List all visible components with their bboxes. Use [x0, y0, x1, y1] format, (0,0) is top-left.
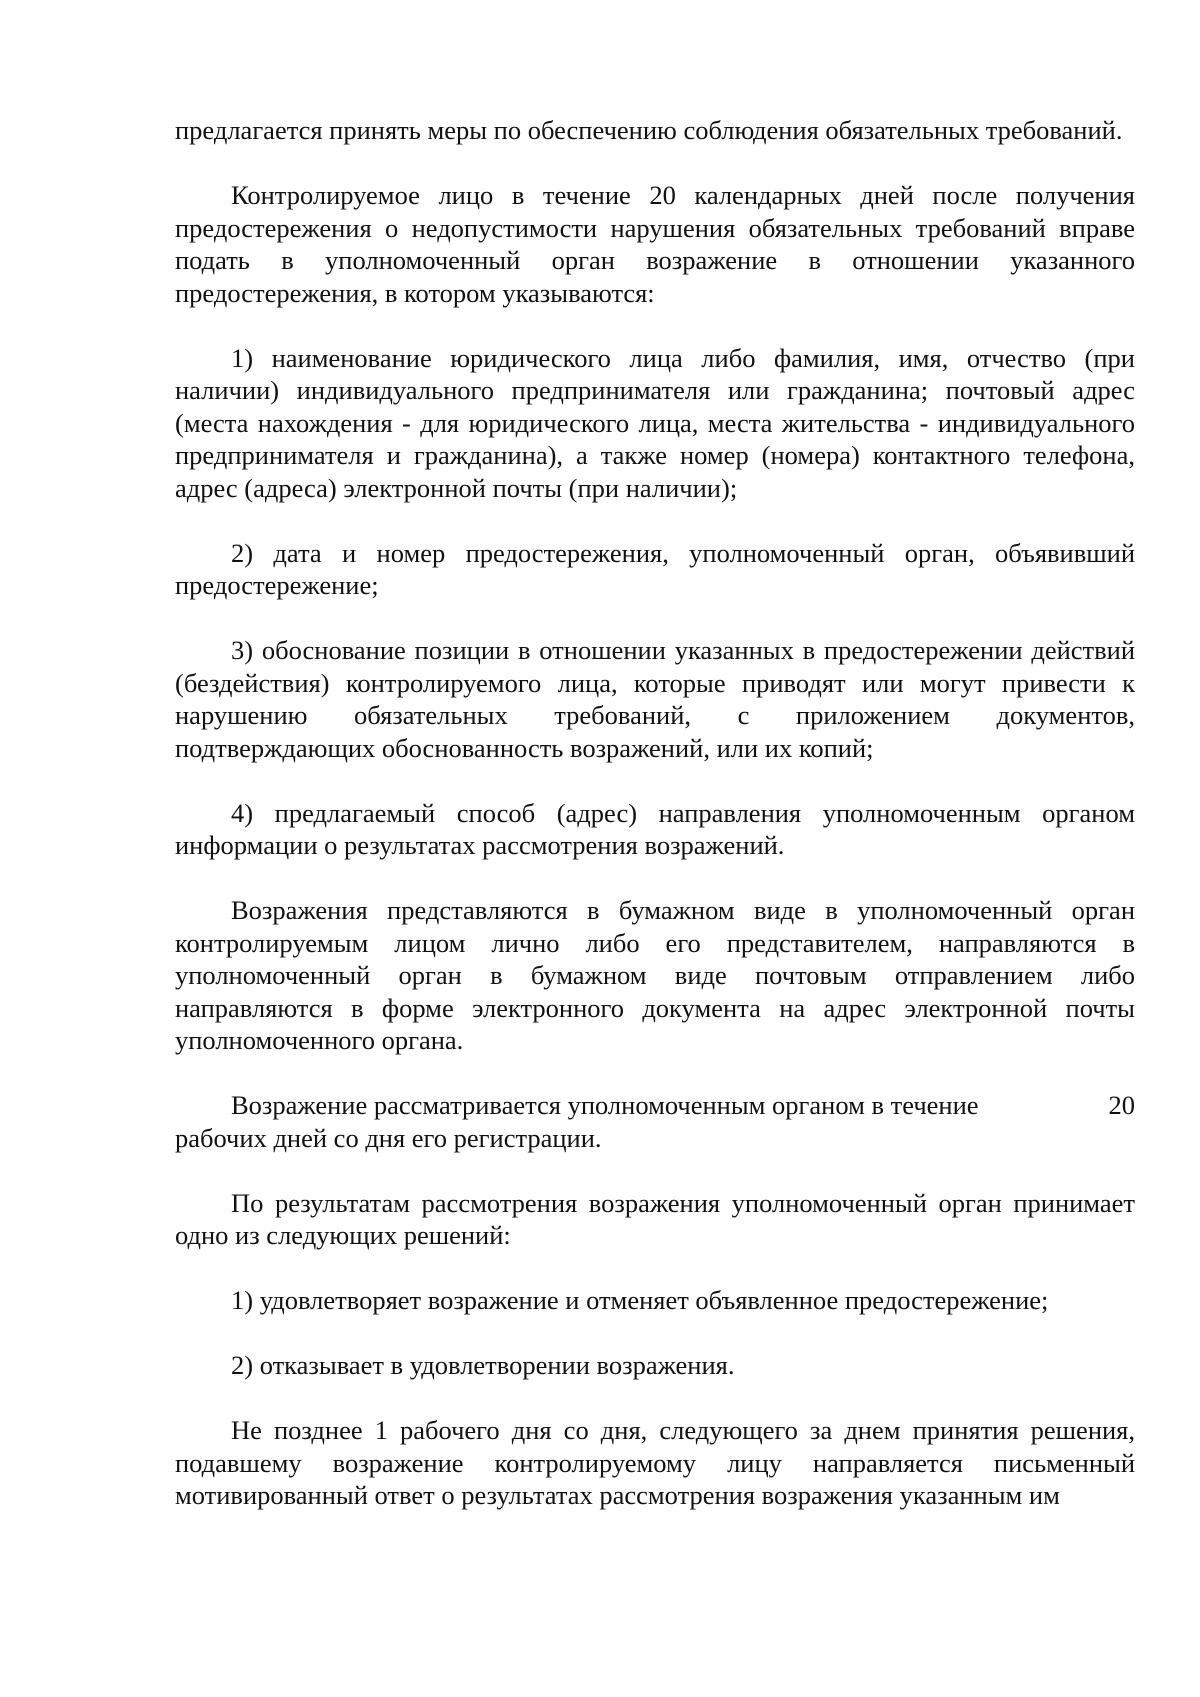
- document-body: [175, 114, 1135, 1512]
- list-item-3: 3) обоснование позиции в отношении указанных в предостережении действий (бездействия) контролируемого лица, которые приводят или могут привести к нарушению обязательных требований, с приложением документов, подтверждающих обоснованность возражений, или их копий;: [175, 635, 1135, 763]
- paragraph-decisions-intro: По результатам рассмотрения возражения уполномоченный орган принимает одно из следующих решений:: [175, 1187, 1135, 1250]
- paragraph-submission: Возражения представляются в бумажном виде в уполномоченный орган контролируемым лицом лично либо его представителем, направляются в уполномоченный орган в бумажном виде почтовым отправлением либо направляются в форме электронного документа на адрес электронной почты уполномоченного органа.: [175, 895, 1135, 1055]
- paragraph-review-term: [175, 1089, 1135, 1154]
- decision-item-2: 2) отказывает в удовлетворении возражения.: [231, 1350, 735, 1380]
- list-item-2: 2) дата и номер предостережения, уполномоченный орган, объявивший предостережение;: [175, 537, 1135, 600]
- list-item-4: 4) предлагаемый способ (адрес) направления уполномоченным органом информации о результатах рассмотрения возражений.: [175, 797, 1135, 860]
- review-term-text: Возражение рассматривается уполномоченным органом в течение: [231, 1090, 979, 1120]
- paragraph-continuation: предлагается принять меры по обеспечению соблюдения обязательных требований.: [175, 115, 1123, 145]
- review-term-line-2: рабочих дней со дня его регистрации.: [175, 1122, 602, 1153]
- paragraph-objection-right: Контролируемое лицо в течение 20 календарных дней после получения предостережения о недопустимости нарушения обязательных требований вправе подать в уполномоченный орган возражение в отношении указанного предостережения, в котором указываются:: [175, 180, 1135, 308]
- decision-item-1: 1) удовлетворяет возражение и отменяет объявленное предостережение;: [231, 1285, 1049, 1315]
- review-term-number: 20: [1108, 1090, 1135, 1120]
- list-item-1: 1) наименование юридического лица либо фамилия, имя, отчество (при наличии) индивидуального предпринимателя или гражданина; почтовый адрес (места нахождения - для юридического лица, места жительства - индивидуального предпринимателя и гражданина), а также номер (номера) контактного телефона, адрес (адреса) электронной почты (при наличии);: [175, 342, 1135, 503]
- paragraph-response: Не позднее 1 рабочего дня со дня, следующего за днем принятия решения, подавшему возражение контролируемому лицу направляется письменный мотивированный ответ о результатах рассмотрения возражения указанным им: [175, 1415, 1135, 1510]
- review-term-line: [175, 1089, 1135, 1122]
